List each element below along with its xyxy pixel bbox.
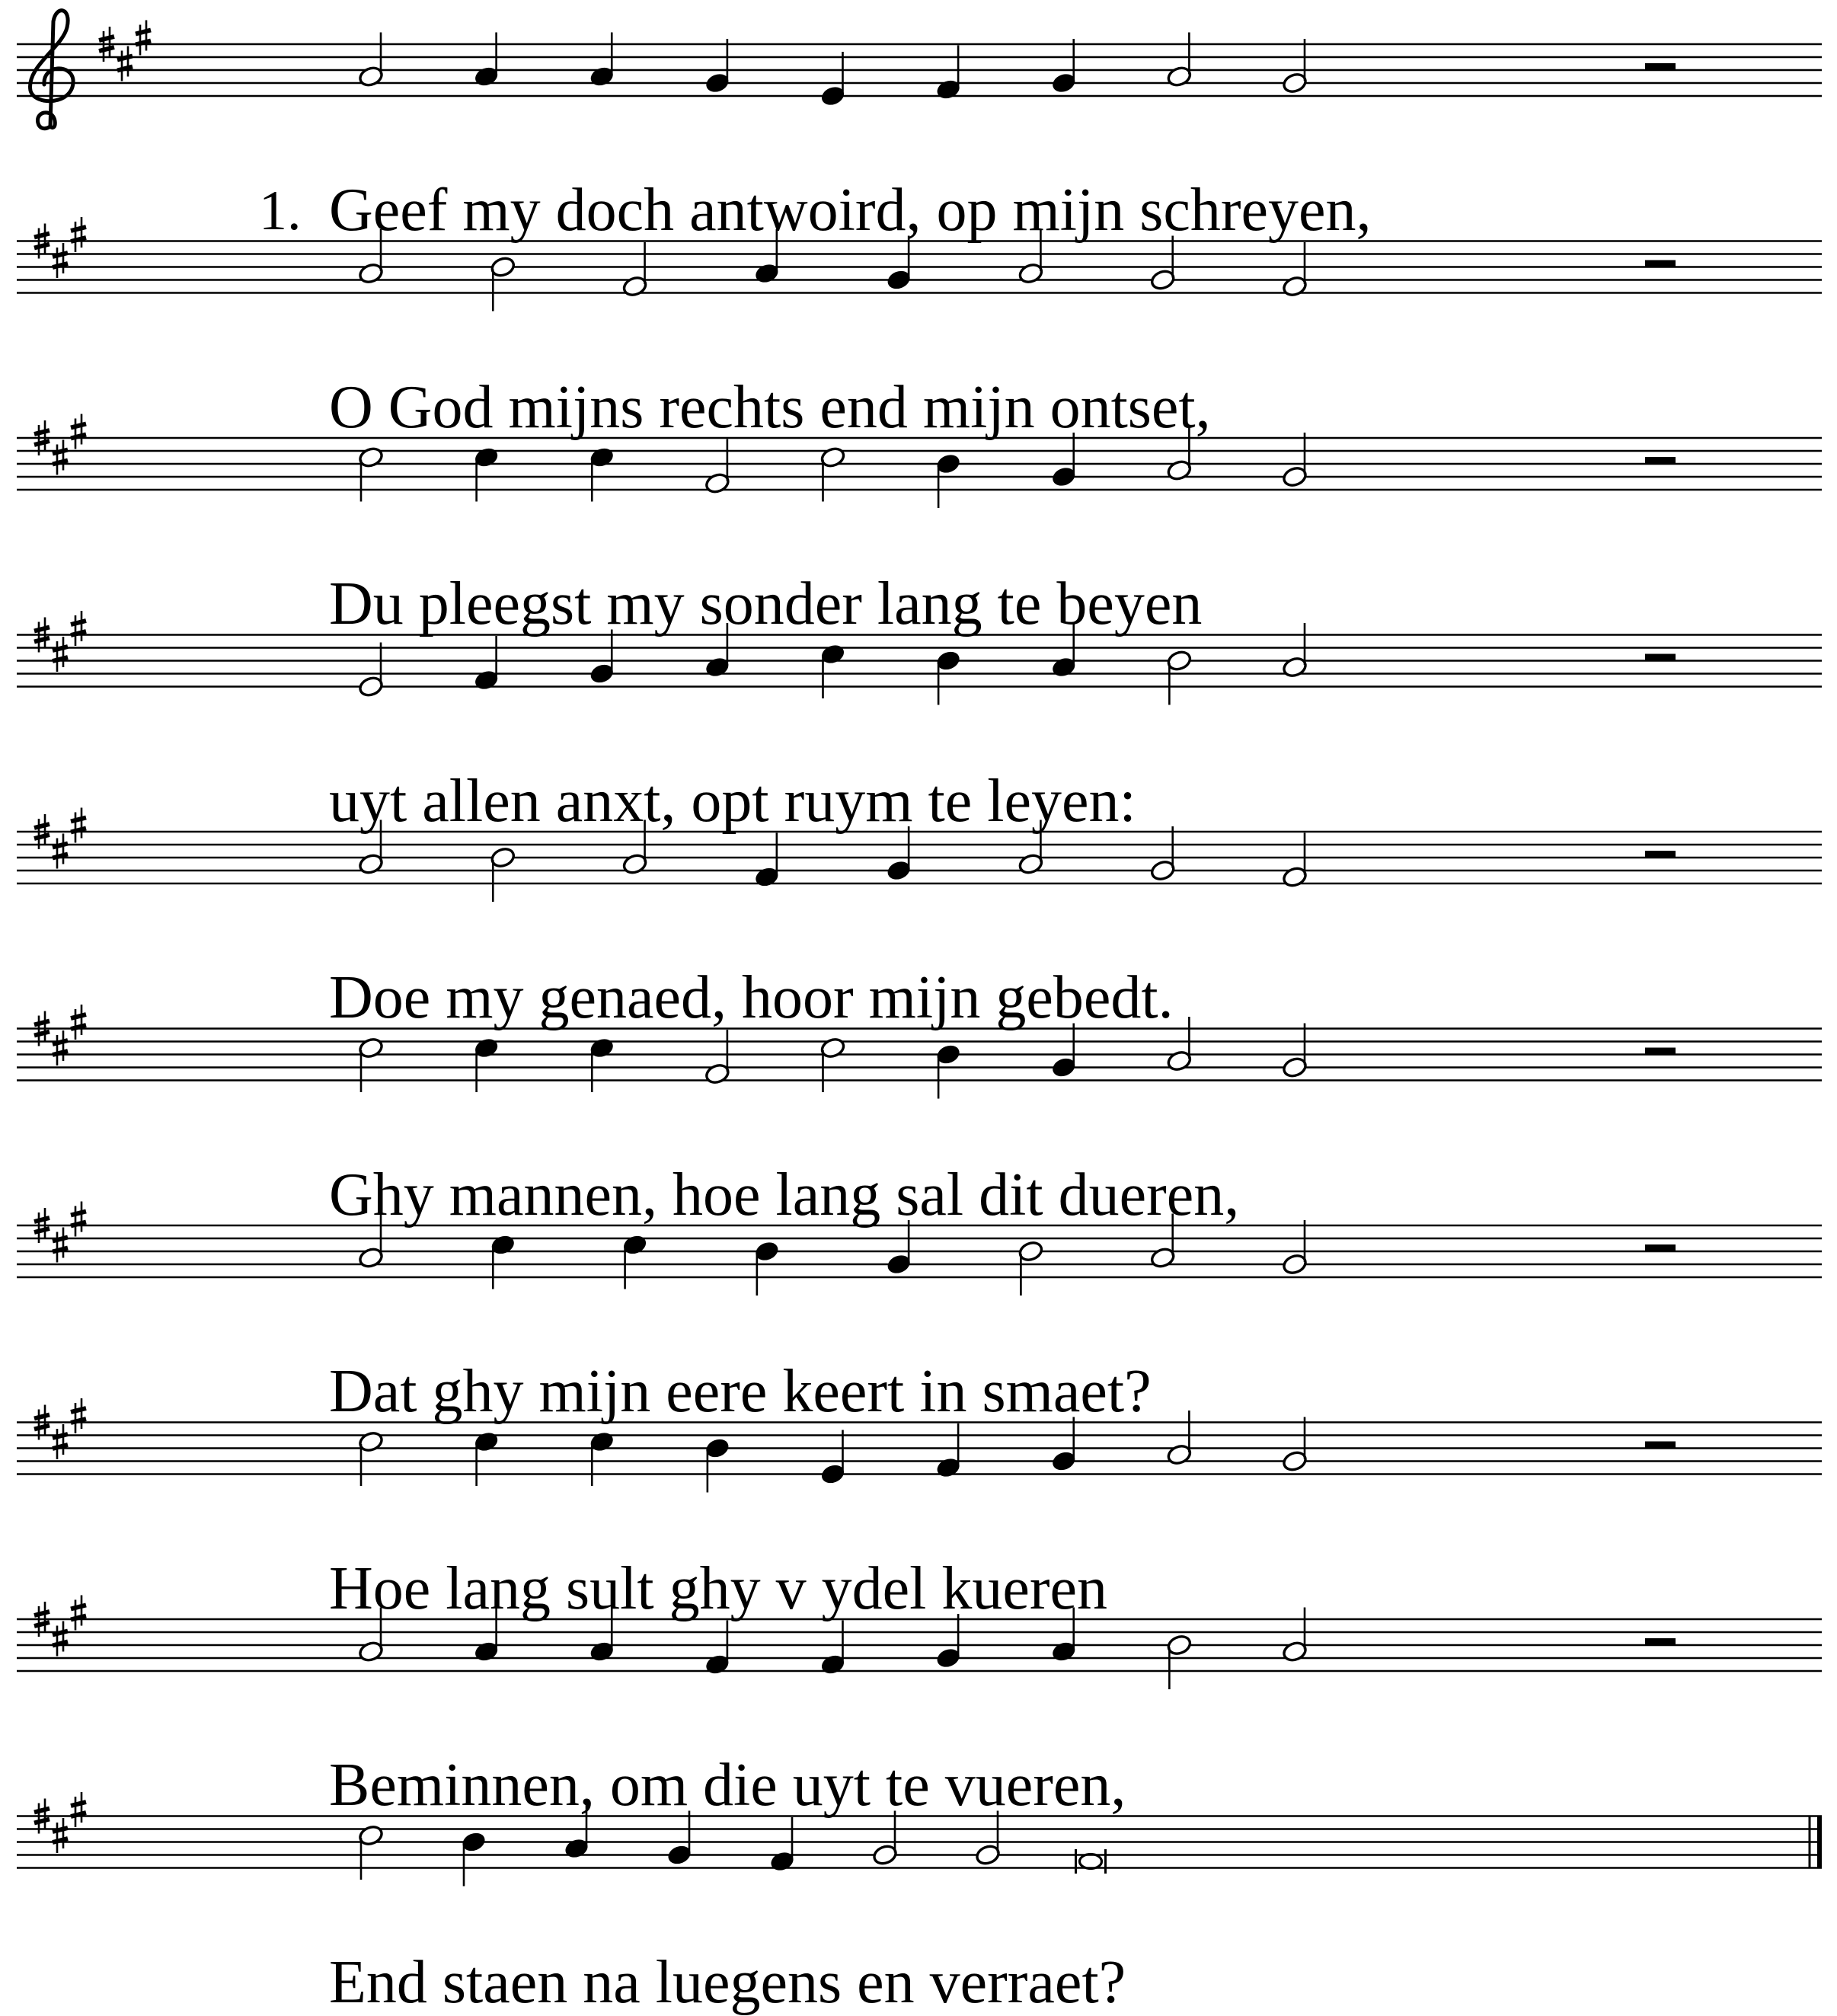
half-note — [621, 242, 648, 298]
key-signature-sharp — [53, 1228, 68, 1263]
half-note — [1018, 1240, 1044, 1296]
breve-note — [1076, 1849, 1106, 1874]
half-note — [358, 643, 385, 698]
half-note — [358, 33, 385, 88]
lyric-line: Dat ghy mijn eere keert in smaet? — [329, 1358, 1152, 1425]
half-note — [358, 1430, 385, 1486]
lyric-line: O God mijns rechts end mijn ontset, — [329, 373, 1211, 441]
key-signature-sharp — [117, 46, 133, 81]
half-note — [1282, 433, 1308, 488]
half-note — [1282, 1024, 1308, 1079]
half-note — [1166, 33, 1193, 88]
quarter-note — [1050, 1417, 1077, 1473]
quarter-note — [461, 1830, 487, 1886]
key-signature-sharp — [53, 243, 68, 278]
lyric-line: Du pleegst my sonder lang te beyen — [329, 570, 1203, 637]
half-note — [872, 1811, 899, 1867]
key-signature-sharp — [71, 808, 86, 843]
half-note — [1282, 1417, 1308, 1473]
quarter-note — [886, 236, 912, 292]
quarter-note — [589, 1037, 615, 1092]
half-note — [1149, 826, 1176, 882]
quarter-note — [935, 649, 962, 704]
key-signature-sharp — [71, 1202, 86, 1237]
lyric-line: Ghy mannen, hoe lang sal dit dueren, — [329, 1161, 1240, 1228]
quarter-note — [819, 1430, 846, 1486]
key-signature-sharp — [53, 834, 68, 869]
half-note — [1149, 236, 1176, 292]
half-note — [704, 439, 730, 495]
half-rest — [1645, 851, 1676, 858]
quarter-note — [666, 1811, 693, 1867]
key-signature-sharp — [136, 21, 151, 56]
lyric-line: Doe my genaed, hoor mijn gebedt. — [329, 964, 1174, 1031]
quarter-note — [473, 1037, 500, 1092]
quarter-note — [935, 1043, 962, 1098]
treble-clef-icon — [30, 11, 73, 129]
lyric-line: End staen na luegens en verraet? — [329, 1948, 1126, 2016]
half-note — [1282, 623, 1308, 679]
quarter-note — [819, 643, 846, 698]
half-rest — [1645, 1244, 1676, 1251]
quarter-note — [935, 452, 962, 508]
key-signature-sharp — [53, 637, 68, 672]
half-note — [1282, 833, 1308, 889]
half-note — [1166, 1411, 1193, 1466]
key-signature-sharp — [53, 1818, 68, 1853]
key-signature-sharp — [71, 1398, 86, 1433]
quarter-note — [704, 1621, 730, 1676]
half-rest — [1645, 1442, 1676, 1449]
half-rest — [1645, 457, 1676, 464]
quarter-note — [490, 1233, 516, 1289]
quarter-note — [1050, 433, 1077, 488]
quarter-note — [704, 39, 730, 94]
quarter-note — [473, 1430, 500, 1486]
half-note — [490, 255, 516, 311]
quarter-note — [473, 446, 500, 501]
quarter-note — [589, 1430, 615, 1486]
half-rest — [1645, 1638, 1676, 1645]
quarter-note — [589, 446, 615, 501]
lyric-line: Geef my doch antwoird, op mijn schreyen, — [329, 177, 1372, 244]
quarter-note — [589, 33, 615, 88]
key-signature-sharp — [53, 1424, 68, 1459]
key-signature-sharp — [53, 1030, 68, 1066]
half-note — [358, 446, 385, 501]
half-note — [819, 1037, 846, 1092]
key-signature-sharp — [71, 611, 86, 646]
key-signature-sharp — [71, 1792, 86, 1827]
half-note — [358, 1824, 385, 1880]
key-signature-sharp — [71, 1005, 86, 1040]
half-note — [975, 1811, 1002, 1867]
half-note — [1282, 242, 1308, 298]
key-signature-sharp — [71, 217, 86, 252]
quarter-note — [935, 1423, 962, 1479]
half-note — [1166, 649, 1193, 704]
lyric-line: uyt allen anxt, opt ruym te leyen: — [329, 767, 1136, 835]
quarter-note — [886, 1220, 912, 1276]
quarter-note — [935, 1614, 962, 1669]
key-signature-sharp — [53, 440, 68, 475]
key-signature-sharp — [71, 414, 86, 449]
half-note — [358, 1037, 385, 1092]
half-note — [704, 1030, 730, 1085]
quarter-note — [1050, 1024, 1077, 1079]
half-note — [819, 446, 846, 501]
quarter-note — [621, 1233, 648, 1289]
quarter-note — [819, 52, 846, 107]
quarter-note — [769, 1817, 796, 1873]
quarter-note — [1050, 39, 1077, 94]
quarter-note — [753, 833, 780, 889]
quarter-note — [819, 1621, 846, 1676]
half-rest — [1645, 260, 1676, 267]
quarter-note — [704, 1436, 730, 1492]
quarter-note — [753, 1240, 780, 1296]
lyric-line: Beminnen, om die uyt te vueren, — [329, 1752, 1126, 1819]
quarter-note — [473, 636, 500, 692]
staff-system — [17, 11, 1822, 129]
quarter-note — [589, 630, 615, 685]
verse-number: 1. — [259, 180, 302, 242]
half-rest — [1645, 63, 1676, 70]
half-note — [1282, 39, 1308, 94]
half-note — [1166, 1634, 1193, 1689]
quarter-note — [473, 33, 500, 88]
half-note — [490, 846, 516, 902]
key-signature-sharp — [71, 1596, 86, 1631]
half-note — [1282, 1220, 1308, 1276]
quarter-note — [935, 46, 962, 101]
lyric-line: Hoe lang sult ghy v ydel kueren — [329, 1554, 1107, 1622]
half-note — [1282, 1608, 1308, 1663]
half-rest — [1645, 1048, 1676, 1055]
key-signature-sharp — [53, 1621, 68, 1657]
quarter-note — [886, 826, 912, 882]
half-rest — [1645, 654, 1676, 661]
